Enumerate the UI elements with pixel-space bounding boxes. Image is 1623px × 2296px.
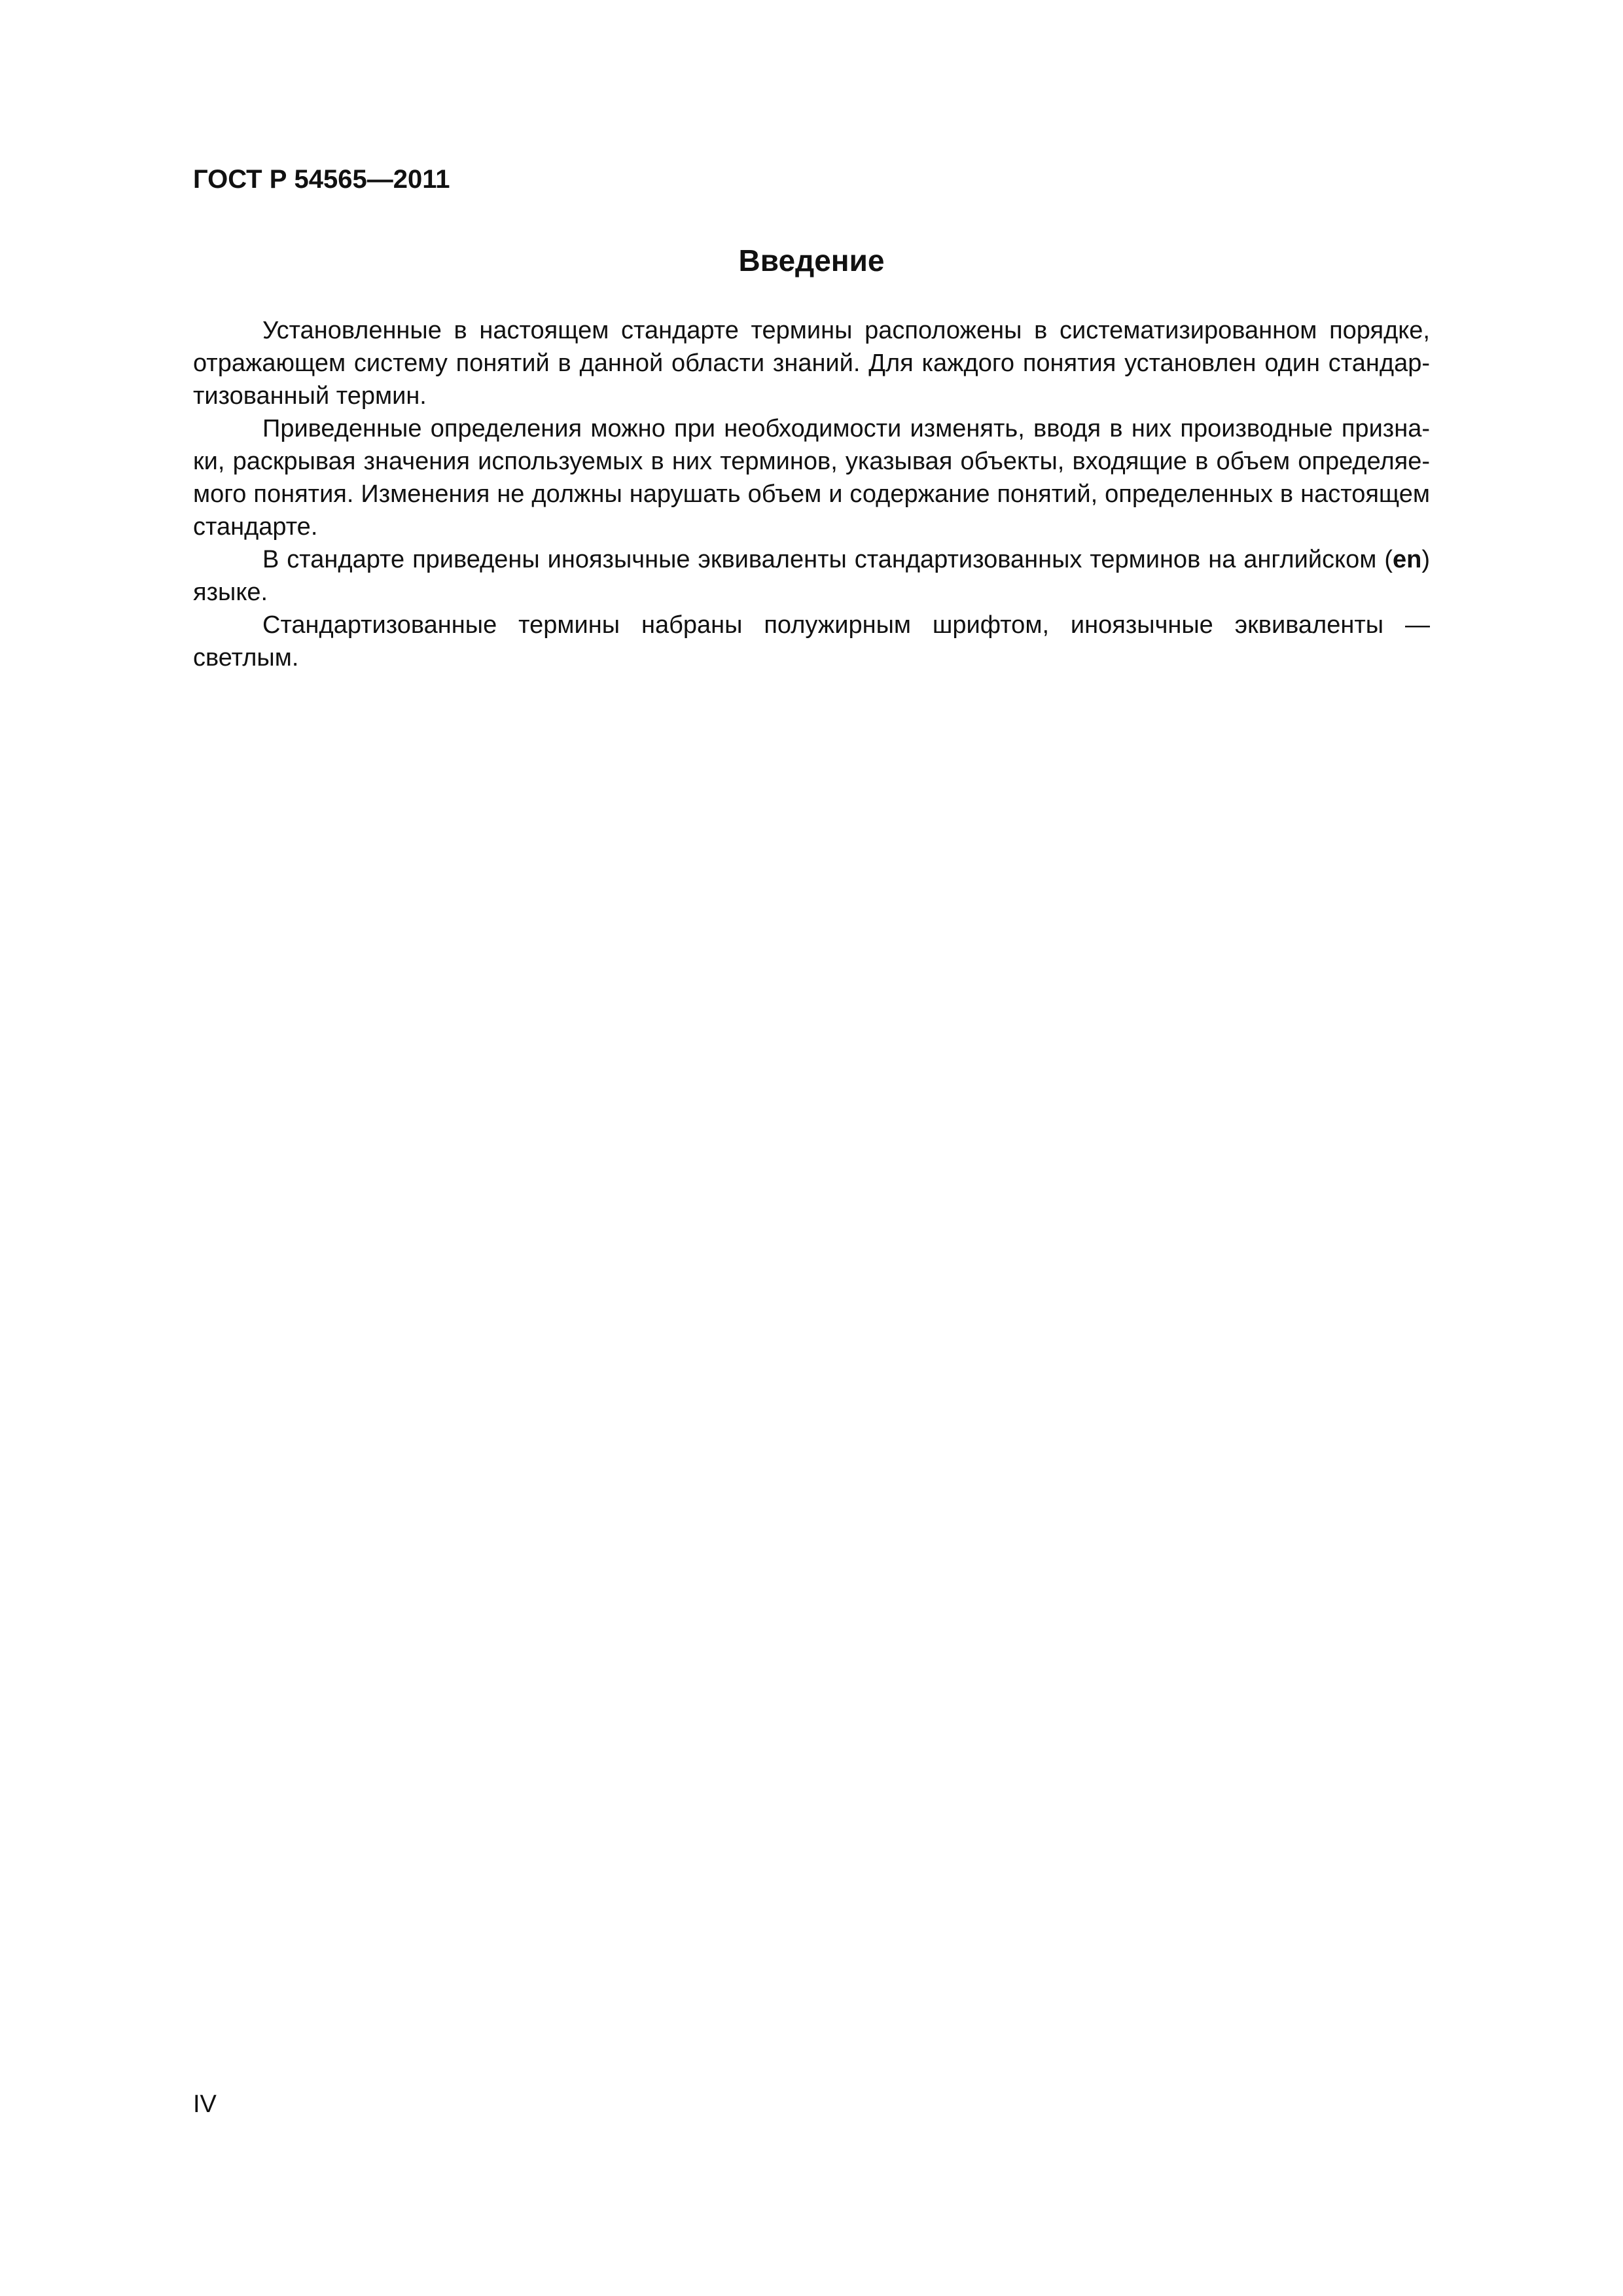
page-number: IV: [193, 2090, 217, 2118]
paragraph-4: Стандартизованные термины набраны полужирным шрифтом, иноязычные эквиваленты — светлым.: [193, 611, 1430, 672]
paragraph-3: [193, 543, 1430, 609]
paragraph-3-text-before: В стандарте приведены иноязычные эквиваленты стандартизованных терминов на английском (: [262, 546, 1393, 573]
language-code: en: [1392, 546, 1422, 573]
section-title: Введение: [738, 243, 885, 278]
paragraph-1: Установленные в настоящем стандарте термины расположены в систематизированном порядке, отражающем систему понятий в данной области знаний. Для каждого понятия установлен один стандартизованный термин.: [193, 317, 1430, 410]
paragraph-2: Приведенные определения можно при необходимости изменять, вводя в них производные признаки, раскрывая значения используемых в них терминов, указывая объекты, входящие в объем определяемого понятия. Изменения не должны нарушать объем и содержание понятий, определенных в настоящем стандарте.: [193, 415, 1430, 541]
paragraph-3-text-after: ) языке.: [193, 546, 1430, 606]
document-code: ГОСТ Р 54565—2011: [193, 165, 450, 194]
introduction-body: [193, 314, 1430, 674]
